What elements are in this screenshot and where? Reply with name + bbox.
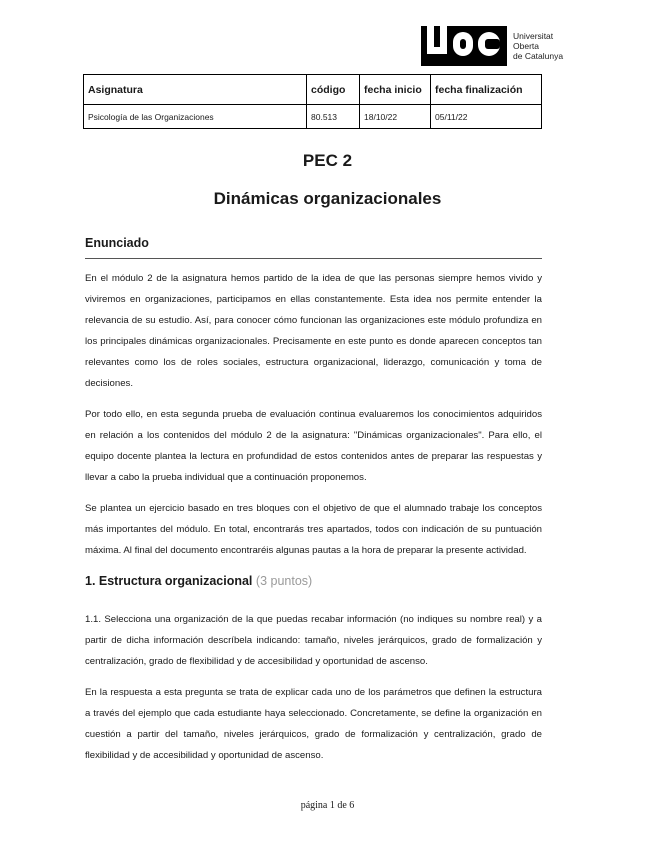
course-info-table [83,74,542,129]
paragraph-answer-guidance: En la respuesta a esta pregunta se trata de explicar cada uno de los parámetros que definen la estructura a través del ejemplo que cada estudiante haya seleccionado. Concretamente, se define la organización en cuestión a partir del tamaño, niveles jerárquicos, grado de formalización y centralización, grado de flexibilidad y de accesibilidad y oportunidad de ascenso. [85,687,542,761]
heading-divider [85,258,542,259]
course-info-row [84,105,542,129]
cell-fecha-inicio: 18/10/22 [360,105,431,129]
enunciado-heading: Enunciado [85,236,149,250]
header-asignatura: Asignatura [84,75,307,105]
uoc-logo-text: Universitat Oberta de Catalunya [513,31,564,61]
header-fecha-finalizacion: fecha finalización [431,75,542,105]
section-1-heading [85,574,312,588]
pec-number: PEC 2 [302,151,353,170]
paragraph-structure: Se plantea un ejercicio basado en tres bloques con el objetivo de que el alumnado trabaje los conceptos más importantes del módulo. En total, encontrarás tres apartados, todos con indicación de su puntuación máxima. Al final del documento encontraréis algunas pautas a la hora de preparar la presente actividad. [85,503,542,556]
header-fecha-inicio: fecha inicio [360,75,431,105]
cell-codigo: 80.513 [307,105,360,129]
document-title: Dinámicas organizacionales [213,189,442,208]
section-1-title: 1. Estructura organizacional [85,574,253,588]
paragraph-intro: En el módulo 2 de la asignatura hemos partido de la idea de que las personas siempre hemos vivido y viviremos en organizaciones, participamos en ellas constantemente. Esta idea nos permite entender la relevancia de su estudio. Así, para conocer cómo funcionan las organizaciones este módulo profundiza en los principales dinámicas organizacionales. Precisamente en este punto es donde aparecen conceptos tan relevantes como los de roles sociales, estructura organizacional, liderazgo, comunicación y toma de decisiones. [85,273,542,389]
cell-asignatura: Psicología de las Organizaciones [84,105,307,129]
question-1-1: 1.1. Selecciona una organización de la que puedas recabar información (no indiques su nombre real) y a partir de dicha información descríbela indicando: tamaño, niveles jerárquicos, grado de formalización y centralización, grado de flexibilidad y de accesibilidad y oportunidad de ascenso. [85,614,542,667]
uoc-logo [421,26,563,66]
paragraph-evaluation: Por todo ello, en esta segunda prueba de evaluación continua evaluaremos los conocimientos adquiridos en relación a los contenidos del módulo 2 de la asignatura: "Dinámicas organizacionales". Para ello, el equipo docente plantea la lectura en profundidad de estos contenidos antes de preparar las respuestas y llevar a cabo la prueba individual que a continuación proponemos. [85,409,542,483]
cell-fecha-finalizacion: 05/11/22 [431,105,542,129]
uoc-logo-icon [421,26,507,66]
course-info-header-row [84,75,542,105]
section-1-points: (3 puntos) [255,574,313,588]
page-number: página 1 de 6 [300,800,355,811]
header-codigo: código [307,75,360,105]
